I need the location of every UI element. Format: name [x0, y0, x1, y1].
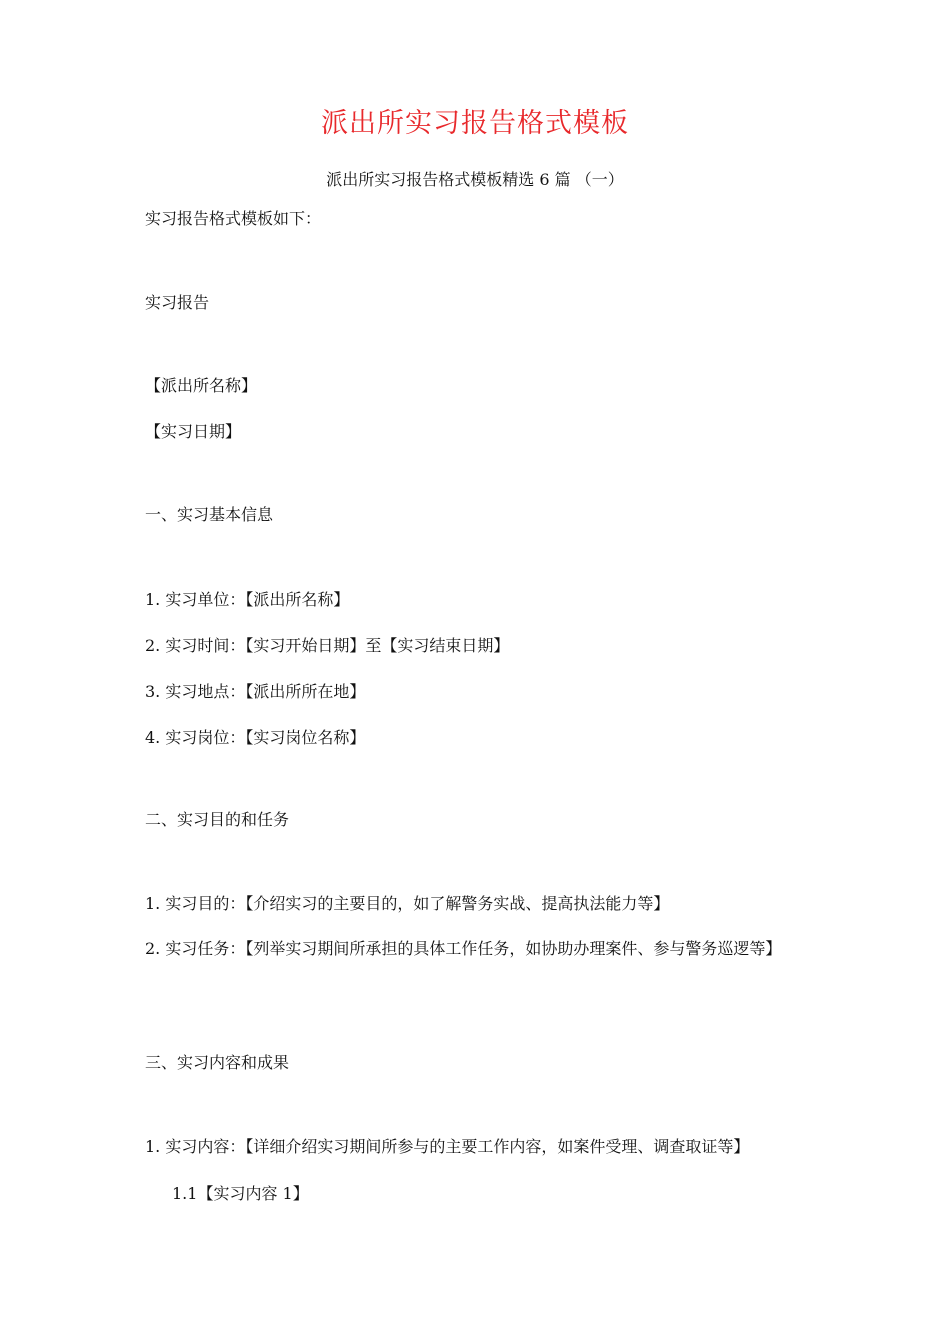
section3-item: 1. 实习内容：【详细介绍实习期间所参与的主要工作内容，如案件受理、调查取证等】	[145, 1137, 750, 1156]
section1-heading: 一、实习基本信息	[145, 505, 274, 524]
section3-heading: 三、实习内容和成果	[145, 1053, 290, 1072]
section2-item: 1. 实习目的：【介绍实习的主要目的，如了解警务实战、提高执法能力等】	[145, 894, 670, 913]
intern-date-placeholder: 【实习日期】	[145, 422, 242, 441]
document-title: 派出所实习报告格式模板	[321, 108, 629, 139]
section1-item: 2. 实习时间：【实习开始日期】至【实习结束日期】	[145, 636, 510, 655]
section3-subitem: 1.1【实习内容 1】	[172, 1184, 309, 1203]
section2-heading: 二、实习目的和任务	[145, 810, 290, 829]
intro-paragraph: 实习报告格式模板如下：	[145, 209, 322, 228]
report-heading: 实习报告	[145, 293, 210, 312]
section2-item: 2. 实习任务：【列举实习期间所承担的具体工作任务，如协助办理案件、参与警务巡逻等】	[145, 939, 782, 958]
section1-item: 3. 实习地点：【派出所所在地】	[145, 682, 366, 701]
section1-item: 4. 实习岗位：【实习岗位名称】	[145, 728, 366, 747]
document-subtitle: 派出所实习报告格式模板精选 6 篇 （一）	[326, 170, 624, 189]
station-name-placeholder: 【派出所名称】	[145, 376, 258, 395]
section1-item: 1. 实习单位：【派出所名称】	[145, 590, 350, 609]
